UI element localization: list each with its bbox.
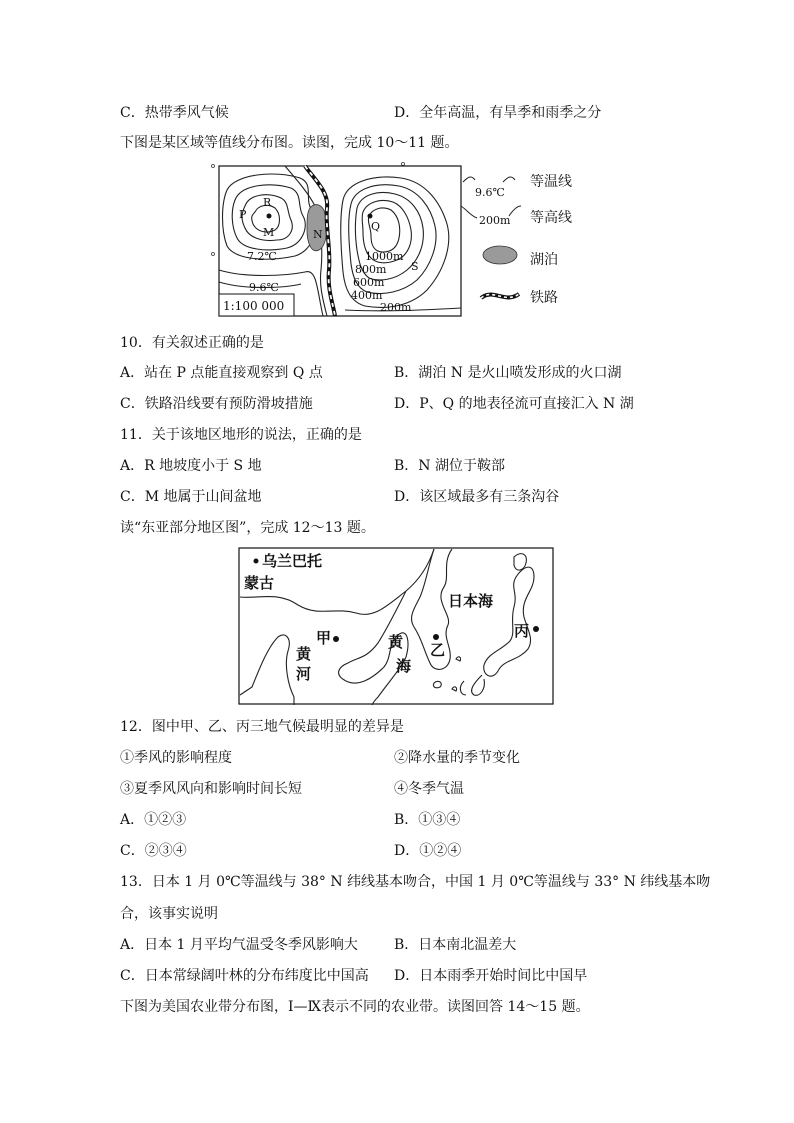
label-ulaanbaatar: 乌兰巴托 [262, 552, 323, 570]
legend-isotherm-value: 9.6℃ [475, 186, 505, 199]
label-1000m: 1000m [365, 250, 404, 263]
label-jia: 甲 [316, 629, 332, 647]
q12-item-3: ③夏季风风向和影响时间长短 [120, 781, 302, 797]
q9-option-d: D．全年高温，有旱季和雨季之分 [394, 105, 602, 121]
label-q: Q [371, 220, 381, 233]
label-600m: 600m [353, 276, 385, 289]
label-yellow-sea-1: 黄 [388, 633, 404, 651]
point-yi [433, 634, 439, 640]
q13-option-b: B．日本南北温差大 [394, 937, 517, 953]
q11-option-c: C．M 地属于山间盆地 [120, 489, 262, 505]
label-400m: 400m [351, 289, 383, 302]
q13-stem-line-1: 13．日本 1 月 0℃等温线与 38° N 纬线基本吻合，中国 1 月 0℃等温线与 33° N 纬线基本吻 [120, 874, 711, 890]
legend-contour-value: 200m [479, 214, 511, 227]
legend-lake-label: 湖泊 [530, 252, 558, 268]
point-bing [533, 626, 539, 632]
q10-option-a: A．站在 P 点能直接观察到 Q 点 [120, 365, 323, 381]
label-yellow-sea-2: 海 [396, 657, 412, 675]
q12-item-4: ④冬季气温 [394, 781, 464, 797]
point-jia [333, 636, 339, 642]
q11-stem: 11．关于该地区地形的说法，正确的是 [120, 427, 362, 443]
label-7-2c: 7.2℃ [247, 250, 277, 263]
legend-railway-label: 铁路 [530, 290, 558, 306]
label-mongolia: 蒙古 [244, 574, 275, 592]
q13-option-a: A．日本 1 月平均气温受冬季风影响大 [120, 937, 358, 953]
q10-option-b: B．湖泊 N 是火山喷发形成的火口湖 [394, 365, 622, 381]
q12-item-2: ②降水量的季节变化 [394, 750, 520, 766]
legend-isotherm-label: 等温线 [530, 174, 572, 190]
label-200m: 200m [380, 301, 412, 314]
label-yellow-river-2: 河 [296, 665, 312, 683]
q13-option-c: C．日本常绿阔叶林的分布纬度比中国高 [120, 968, 369, 984]
label-yellow-river-1: 黄 [296, 645, 312, 663]
label-p: P [239, 208, 247, 221]
q12-option-c: C．②③④ [120, 843, 187, 859]
q10-stem: 10．有关叙述正确的是 [120, 335, 264, 351]
label-yi: 乙 [430, 641, 446, 659]
label-bing: 丙 [514, 622, 530, 640]
q12-option-d: D．①②④ [394, 843, 462, 859]
label-sea-of-japan: 日本海 [448, 592, 494, 610]
point-m-dot [267, 214, 272, 219]
q13-option-d: D．日本雨季开始时间比中国早 [394, 968, 588, 984]
label-s: S [411, 260, 419, 273]
q9-option-c: C．热带季风气候 [120, 105, 229, 121]
point-q-dot [368, 214, 373, 219]
contour-legend [461, 173, 572, 306]
q12-item-1: ①季风的影响程度 [120, 750, 232, 766]
legend-lake-icon [483, 246, 517, 264]
label-800m: 800m [355, 263, 387, 276]
map-scale: 1:100 000 [223, 299, 285, 313]
east-asia-map-figure [238, 547, 556, 707]
intro-12-13: 读“东亚部分地区图”，完成 12～13 题。 [120, 520, 375, 536]
point-ulaanbaatar [254, 559, 259, 564]
contour-map-figure [205, 160, 595, 320]
label-9-6c: 9.6℃ [249, 281, 279, 294]
q11-option-a: A．R 地坡度小于 S 地 [120, 458, 262, 474]
label-m: M [263, 226, 275, 239]
intro-10-11: 下图是某区域等值线分布图。读图，完成 10～11 题。 [120, 135, 459, 151]
q12-option-a: A．①②③ [120, 812, 187, 828]
legend-contour-label: 等高线 [530, 210, 572, 226]
intro-14-15: 下图为美国农业带分布图，Ⅰ—Ⅸ表示不同的农业带。读图回答 14～15 题。 [120, 999, 590, 1015]
east-asia-map-frame [239, 548, 553, 704]
q11-option-b: B．N 湖位于鞍部 [394, 458, 505, 474]
q11-option-d: D．该区域最多有三条沟谷 [394, 489, 560, 505]
q10-option-d: D．P、Q 的地表径流可直接汇入 N 湖 [394, 396, 634, 412]
label-r: R [263, 196, 272, 209]
q13-stem-line-2: 合，该事实说明 [120, 906, 218, 922]
q10-option-c: C．铁路沿线要有预防滑坡措施 [120, 396, 313, 412]
q12-stem: 12．图中甲、乙、丙三地气候最明显的差异是 [120, 719, 404, 735]
q12-option-b: B．①③④ [394, 812, 461, 828]
label-n: N [313, 228, 323, 241]
